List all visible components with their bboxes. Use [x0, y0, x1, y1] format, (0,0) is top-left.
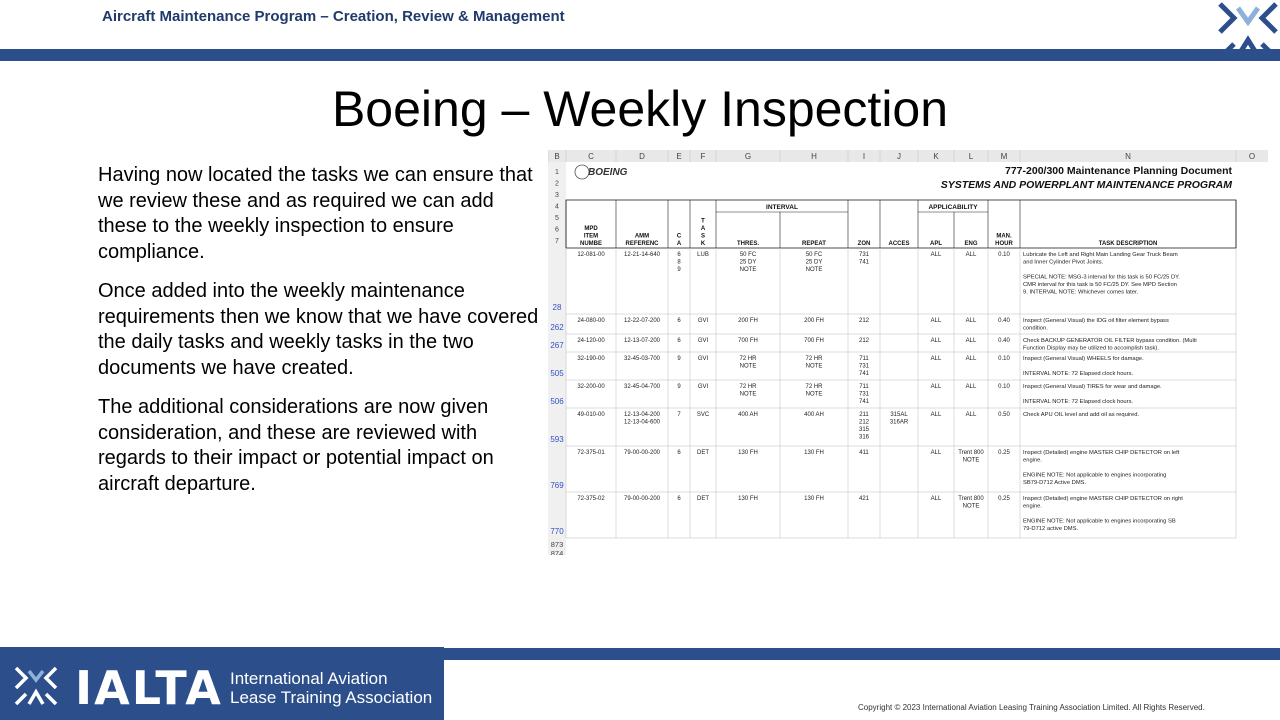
svg-text:212: 212: [858, 338, 870, 344]
svg-text:315AL: 315AL: [890, 412, 908, 418]
sheet-data-row: [550, 352, 1236, 380]
sheet-column-header: MAN.: [996, 233, 1012, 240]
svg-text:711: 711: [859, 384, 869, 390]
svg-text:ALL: ALL: [930, 412, 942, 418]
footer-brand-wordmark: IALTA: [75, 661, 223, 715]
svg-text:24-080-00: 24-080-00: [577, 318, 605, 324]
svg-text:ALL: ALL: [930, 252, 942, 258]
sheet-col-letter: M: [1000, 152, 1008, 161]
sheet-column-header: REFERENC: [625, 241, 659, 247]
svg-text:ALL: ALL: [965, 384, 977, 390]
svg-text:0.40: 0.40: [998, 338, 1010, 344]
svg-text:741: 741: [858, 259, 870, 266]
svg-text:32-200-00: 32-200-00: [577, 384, 605, 390]
svg-text:25 DY: 25 DY: [739, 259, 757, 266]
svg-text:SPECIAL NOTE: MSG-3 interval f: SPECIAL NOTE: MSG-3 interval for this task is 50 FC/25 DY.: [1023, 274, 1180, 281]
svg-text:130 FH: 130 FH: [804, 496, 824, 502]
ialta-footer-emblem-icon: [14, 666, 58, 706]
svg-text:200 FH: 200 FH: [738, 318, 758, 324]
svg-text:6: 6: [677, 252, 681, 258]
sheet-data-row: [550, 334, 1236, 352]
svg-text:6: 6: [555, 226, 559, 234]
svg-text:12-13-04-200: 12-13-04-200: [623, 412, 661, 418]
svg-text:0.25: 0.25: [998, 496, 1010, 502]
svg-text:79-00-00-200: 79-00-00-200: [623, 496, 661, 502]
svg-text:Inspect (General Visual) TIRES: Inspect (General Visual) TIRES for wear and damage.: [1023, 384, 1162, 390]
sheet-col-letter: B: [554, 152, 560, 161]
svg-text:7: 7: [677, 412, 681, 418]
sheet-row-number: 874: [550, 549, 564, 555]
svg-text:ENGINE NOTE: Not applicable to: ENGINE NOTE: Not applicable to engines incorporating: [1023, 472, 1167, 479]
paragraph-1: Having now located the tasks we can ensure that we review these and as required we can add these to the weekly inspection to ensure compliance.: [98, 164, 533, 263]
svg-text:731: 731: [858, 363, 870, 370]
sheet-data-row: [553, 248, 1236, 314]
sheet-row-number: 770: [550, 527, 564, 536]
svg-text:12-13-07-200: 12-13-07-200: [623, 338, 661, 344]
svg-text:130 FH: 130 FH: [738, 496, 758, 502]
sheet-col-letter: E: [676, 152, 682, 161]
sheet-col-letter: G: [744, 152, 752, 161]
svg-text:731: 731: [858, 391, 870, 398]
sheet-col-letter: O: [1248, 152, 1256, 161]
svg-text:24-120-00: 24-120-00: [577, 338, 605, 344]
sheet-column-header: K: [700, 241, 706, 247]
sheet-column-header: NUMBE: [580, 241, 602, 247]
sheet-row-number: 593: [550, 435, 564, 444]
svg-text:316AR: 316AR: [889, 419, 909, 426]
body-text: [98, 163, 543, 511]
svg-text:700 FH: 700 FH: [804, 338, 824, 344]
svg-text:79-D712 active DMS.: 79-D712 active DMS.: [1023, 526, 1079, 532]
svg-text:3: 3: [555, 192, 559, 199]
svg-text:12-13-04-600: 12-13-04-600: [623, 419, 661, 426]
sheet-col-letter: L: [968, 152, 974, 161]
svg-text:Check BACKUP GENERATOR OIL FIL: Check BACKUP GENERATOR OIL FILTER bypass condition. (Multi: [1023, 338, 1197, 344]
svg-text:7: 7: [555, 238, 559, 245]
sheet-column-header: MPD: [584, 226, 598, 232]
svg-text:315: 315: [858, 427, 870, 433]
svg-text:0.50: 0.50: [998, 412, 1010, 418]
svg-text:INTERVAL NOTE: 72 Elapsed cloc: INTERVAL NOTE: 72 Elapsed clock hours.: [1023, 399, 1134, 405]
svg-text:ALL: ALL: [965, 252, 977, 258]
svg-text:0.10: 0.10: [998, 384, 1010, 390]
sheet-row-number: 506: [550, 397, 564, 406]
svg-text:SB79-D712 Active DMS.: SB79-D712 Active DMS.: [1023, 480, 1087, 486]
sheet-data-row: [550, 492, 1236, 538]
svg-text:NOTE: NOTE: [962, 503, 980, 510]
svg-text:12-081-00: 12-081-00: [577, 252, 605, 258]
svg-text:9: 9: [677, 356, 681, 362]
svg-text:711: 711: [859, 356, 869, 362]
svg-text:Inspect (General Visual) WHEEL: Inspect (General Visual) WHEELS for damage.: [1023, 356, 1144, 362]
applicability-group-header: APPLICABILITY: [928, 204, 978, 211]
svg-text:211: 211: [859, 412, 869, 418]
svg-text:ALL: ALL: [965, 356, 977, 362]
svg-text:0.10: 0.10: [998, 356, 1010, 362]
svg-text:6: 6: [677, 318, 681, 324]
svg-text:NOTE: NOTE: [739, 391, 757, 398]
svg-text:2: 2: [555, 180, 559, 188]
sheet-row-number: 505: [550, 369, 564, 378]
svg-text:72 HR: 72 HR: [805, 384, 823, 390]
svg-text:GVI: GVI: [697, 338, 709, 344]
sheet-row-number: 873: [550, 540, 564, 549]
svg-text:Inspect (Detailed) engine MAST: Inspect (Detailed) engine MASTER CHIP DETECTOR on right: [1023, 496, 1183, 502]
mpd-spreadsheet-image: [548, 150, 1268, 555]
svg-text:400 AH: 400 AH: [804, 412, 824, 418]
svg-text:LUB: LUB: [697, 252, 709, 258]
svg-text:Check APU OIL level and add oi: Check APU OIL level and add oil as required.: [1023, 412, 1140, 418]
boeing-logo-text: BOEING: [588, 167, 628, 178]
svg-text:316: 316: [858, 434, 870, 441]
svg-text:72 HR: 72 HR: [739, 384, 757, 390]
sheet-column-header: ENG: [964, 241, 978, 247]
ialta-emblem-icon: [1216, 0, 1280, 62]
footer-org-line-1: International Aviation: [230, 669, 388, 688]
svg-text:GVI: GVI: [697, 384, 709, 390]
sheet-col-letter: H: [811, 152, 817, 161]
sheet-data-row: [550, 408, 1236, 446]
svg-text:6: 6: [677, 450, 681, 456]
sheet-row-number: 28: [552, 303, 562, 312]
svg-text:200 FH: 200 FH: [804, 318, 824, 324]
svg-text:NOTE: NOTE: [739, 267, 757, 273]
copyright-notice: Copyright © 2023 International Aviation Leasing Training Association Limited. All Rights Reserved.: [858, 703, 1205, 712]
svg-text:Function Display may be utiliz: Function Display may be utilized to accomplish task).: [1023, 345, 1159, 352]
svg-text:ALL: ALL: [930, 450, 942, 456]
sheet-column-header: APL: [930, 241, 942, 247]
svg-text:NOTE: NOTE: [805, 363, 823, 370]
sheet-column-header: HOUR: [995, 241, 1013, 247]
svg-text:130 FH: 130 FH: [738, 450, 758, 456]
svg-text:1: 1: [555, 169, 559, 176]
svg-text:400 AH: 400 AH: [738, 412, 758, 418]
svg-text:condition.: condition.: [1023, 325, 1048, 332]
svg-text:72-375-01: 72-375-01: [577, 450, 605, 456]
svg-text:12-22-07-200: 12-22-07-200: [623, 318, 661, 324]
svg-text:Inspect (General Visual) the I: Inspect (General Visual) the IDG oil filter element bypass: [1023, 318, 1169, 324]
svg-text:731: 731: [858, 252, 870, 258]
svg-text:NOTE: NOTE: [962, 457, 980, 464]
svg-text:411: 411: [859, 450, 869, 456]
svg-text:ALL: ALL: [930, 496, 942, 502]
svg-text:741: 741: [858, 399, 870, 405]
svg-text:6: 6: [677, 496, 681, 502]
svg-text:ALL: ALL: [930, 318, 942, 324]
svg-text:ALL: ALL: [965, 318, 977, 324]
svg-text:NOTE: NOTE: [739, 363, 757, 370]
header-title: Aircraft Maintenance Program – Creation, Review & Management: [102, 8, 565, 25]
sheet-column-header: T: [701, 218, 705, 225]
footer-divider-bar: [444, 648, 1280, 660]
sheet-data-row: [550, 446, 1236, 492]
svg-text:49-010-00: 49-010-00: [577, 412, 605, 418]
footer-org-line-2: Lease Training Association: [230, 688, 433, 707]
sheet-column-header: A: [676, 241, 682, 247]
svg-text:212: 212: [858, 419, 870, 426]
svg-text:9: 9: [677, 267, 681, 273]
sheet-column-header: TASK DESCRIPTION: [1098, 241, 1158, 247]
svg-text:700 FH: 700 FH: [738, 338, 758, 344]
sheet-column-header: A: [700, 226, 706, 232]
svg-text:421: 421: [858, 496, 870, 502]
sheet-col-letter: F: [700, 152, 706, 161]
svg-text:741: 741: [858, 371, 870, 377]
svg-text:0.40: 0.40: [998, 318, 1010, 324]
sheet-column-header: ITEM: [583, 233, 599, 240]
sheet-column-header: C: [676, 233, 682, 240]
svg-text:12-21-14-640: 12-21-14-640: [623, 252, 661, 258]
mpd-doc-title: 777-200/300 Maintenance Planning Document: [1005, 165, 1232, 177]
svg-text:0.25: 0.25: [998, 450, 1010, 456]
sheet-row-number: 769: [550, 481, 564, 490]
interval-group-header: INTERVAL: [766, 204, 798, 211]
svg-text:0.10: 0.10: [998, 252, 1010, 258]
svg-text:25 DY: 25 DY: [805, 259, 823, 266]
svg-text:engine.: engine.: [1023, 457, 1043, 464]
header-divider-bar: [0, 49, 1280, 61]
svg-text:DET: DET: [697, 450, 709, 456]
svg-text:Trent 800: Trent 800: [958, 450, 984, 456]
svg-text:Trent 800: Trent 800: [958, 496, 984, 502]
sheet-column-header: S: [700, 233, 706, 240]
svg-text:INTERVAL NOTE: 72 Elapsed cloc: INTERVAL NOTE: 72 Elapsed clock hours.: [1023, 371, 1134, 377]
sheet-column-header: AMM: [634, 233, 650, 240]
svg-text:ALL: ALL: [965, 338, 977, 344]
svg-text:NOTE: NOTE: [805, 391, 823, 398]
svg-text:ENGINE NOTE: Not applicable to: ENGINE NOTE: Not applicable to engines incorporating SB: [1023, 518, 1176, 525]
svg-text:9: 9: [677, 384, 681, 390]
svg-text:SVC: SVC: [696, 412, 710, 418]
sheet-col-letter: C: [588, 152, 594, 161]
sheet-column-header: THRES.: [736, 241, 760, 247]
svg-text:130 FH: 130 FH: [804, 450, 824, 456]
sheet-col-letter: N: [1125, 152, 1131, 161]
svg-text:5: 5: [555, 215, 559, 222]
svg-text:and Inner Cylinder Pivot Joint: and Inner Cylinder Pivot Joints.: [1023, 259, 1104, 266]
svg-text:GVI: GVI: [697, 356, 709, 362]
sheet-row-number: 267: [550, 341, 564, 350]
slide-title: Boeing – Weekly Inspection: [331, 81, 949, 137]
svg-text:50 FC: 50 FC: [805, 252, 823, 258]
svg-text:CMR interval for this task is: CMR interval for this task is 50 FC/25 DY. See MPD Section: [1023, 282, 1177, 288]
sheet-col-letter: I: [862, 152, 866, 161]
sheet-data-row: [550, 314, 1236, 334]
svg-text:79-00-00-200: 79-00-00-200: [623, 450, 661, 456]
paragraph-3: The additional considerations are now given consideration, and these are reviewed with regards to their impact or potential impact on aircraft departure.: [98, 396, 494, 495]
svg-text:72 HR: 72 HR: [739, 356, 757, 362]
svg-text:212: 212: [858, 318, 870, 324]
svg-text:ALL: ALL: [930, 338, 942, 344]
sheet-column-header: ZON: [857, 241, 871, 247]
svg-text:NOTE: NOTE: [805, 267, 823, 273]
svg-text:32-45-03-700: 32-45-03-700: [623, 356, 661, 362]
svg-text:32-45-04-700: 32-45-04-700: [623, 384, 661, 390]
svg-text:DET: DET: [697, 496, 709, 502]
svg-text:6: 6: [677, 338, 681, 344]
svg-text:72 HR: 72 HR: [805, 356, 823, 362]
footer-organisation-name: [230, 669, 432, 707]
svg-text:engine.: engine.: [1023, 503, 1043, 510]
svg-text:4: 4: [555, 203, 559, 211]
mpd-doc-subtitle: SYSTEMS AND POWERPLANT MAINTENANCE PROGRAM: [940, 179, 1232, 191]
svg-text:72-375-02: 72-375-02: [577, 496, 605, 502]
sheet-col-letter: D: [639, 152, 645, 161]
svg-text:ALL: ALL: [930, 356, 942, 362]
svg-text:32-190-00: 32-190-00: [577, 356, 605, 362]
sheet-column-header: ACCES: [888, 241, 910, 247]
svg-text:ALL: ALL: [965, 412, 977, 418]
sheet-col-letter: J: [897, 152, 901, 161]
svg-text:Lubricate the Left and Right M: Lubricate the Left and Right Main Landing Gear Truck Beam: [1023, 252, 1178, 258]
svg-text:GVI: GVI: [697, 318, 709, 324]
svg-text:9. INTERVAL NOTE: Whichever co: 9. INTERVAL NOTE: Whichever comes later.: [1023, 289, 1139, 296]
sheet-col-letter: K: [933, 152, 939, 161]
paragraph-2: Once added into the weekly maintenance requirements then we know that we have covered the daily tasks and weekly tasks in the two documents we have created.: [98, 280, 539, 379]
svg-text:ALL: ALL: [930, 384, 942, 390]
sheet-column-header: REPEAT: [802, 241, 826, 247]
svg-text:8: 8: [677, 259, 681, 266]
svg-text:Inspect (Detailed) engine MAST: Inspect (Detailed) engine MASTER CHIP DETECTOR on left: [1023, 450, 1180, 456]
sheet-row-number: 262: [550, 323, 564, 332]
sheet-data-row: [550, 380, 1236, 408]
svg-text:50 FC: 50 FC: [739, 252, 757, 258]
